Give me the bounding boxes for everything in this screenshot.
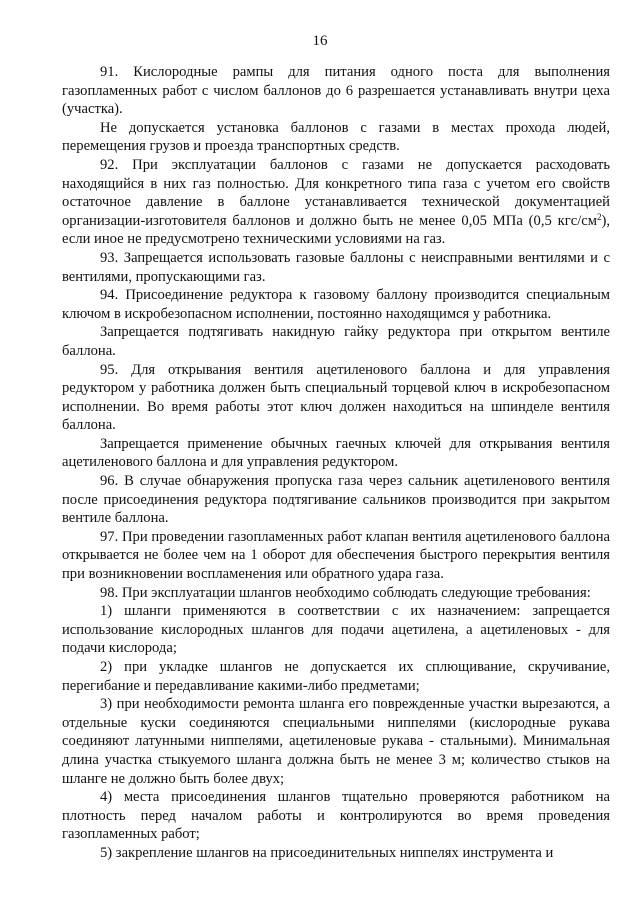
paragraph-92 [62, 156, 610, 249]
list-item-2: 2) при укладке шлангов не допускается их сплющивание, скручивание, перегибание и передавливание какими-либо предметами; [62, 659, 610, 694]
superscript-2: 2 [596, 211, 602, 222]
list-item-5: 5) закрепление шлангов на присоединительных ниппелях инструмента и [100, 844, 554, 861]
paragraph-91-note: Не допускается установка баллонов с газами в местах прохода людей, перемещения грузов и проезда транспортных средств. [62, 119, 610, 155]
list-item-1: 1) шланги применяются в соответствии с их назначением: запрещается использование кислородных шлангов для подачи ацетилена, а ацетиленовых - для подачи кислорода; [62, 603, 610, 657]
paragraph-95: 95. Для открывания вентиля ацетиленового баллона и для управления редуктором у работника должен быть специальный торцевой ключ в искробезопасном исполнении. Во время работы этот ключ должен находиться на шпинделе вентиля баллона. [62, 361, 610, 434]
paragraph-95-note: Запрещается применение обычных гаечных ключей для открывания вентиля ацетиленового баллона и для управления редуктором. [62, 435, 610, 471]
paragraph-92-text: 92. При эксплуатации баллонов с газами не допускается расходовать находящийся в них газ полностью. Для конкретного типа газа с учетом его свойств остаточное давление в баллоне устанавливается технической документацией организации-изготовителя баллонов и должно быть не менее 0,05 МПа (0,5 кгс/см [62, 156, 610, 229]
paragraph-91: 91. Кислородные рампы для питания одного поста для выполнения газопламенных работ с числом баллонов до 6 разрешается устанавливать внутри цеха (участка). [62, 64, 610, 118]
paragraph-96: 96. В случае обнаружения пропуска газа через сальник ацетиленового вентиля после присоединения редуктора подтягивание сальников производится при закрытом вентиле баллона. [62, 473, 610, 527]
paragraph-94-note: Запрещается подтягивать накидную гайку редуктора при открытом вентиле баллона. [62, 324, 610, 359]
paragraph-97: 97. При проведении газопламенных работ клапан вентиля ацетиленового баллона открывается не более чем на 1 оборот для обеспечения быстрого перекрытия вентиля при возникновении воспламенения или обратного удара газа. [62, 528, 610, 583]
paragraph-92-tail: ), если иное не предусмотрено техническими условиями на газ. [62, 212, 610, 248]
paragraph-98: 98. При эксплуатации шлангов необходимо соблюдать следующие требования: [100, 584, 591, 601]
list-item-3: 3) при необходимости ремонта шланга его поврежденные участки вырезаются, а отдельные куски соединяются специальными ниппелями (кислородные рукава соединяют латунными ниппелями, ацетиленовые рукава - стальными). Минимальная длина участка стыкуемого шланга должна быть не менее 3 м; количество стыков на шланге не должно быть более двух; [62, 696, 610, 787]
page-number: 16 [312, 33, 328, 49]
list-item-4: 4) места присоединения шлангов тщательно проверяются работником на плотность перед началом работы и контролируются во время проведения газопламенных работ; [62, 789, 610, 843]
document-body [62, 63, 610, 863]
paragraph-93: 93. Запрещается использовать газовые баллоны с неисправными вентилями и с вентилями, пропускающими газ. [62, 249, 610, 285]
paragraph-94: 94. Присоединение редуктора к газовому баллону производится специальным ключом в искробезопасном исполнении, постоянно находящимся у работника. [62, 287, 610, 322]
